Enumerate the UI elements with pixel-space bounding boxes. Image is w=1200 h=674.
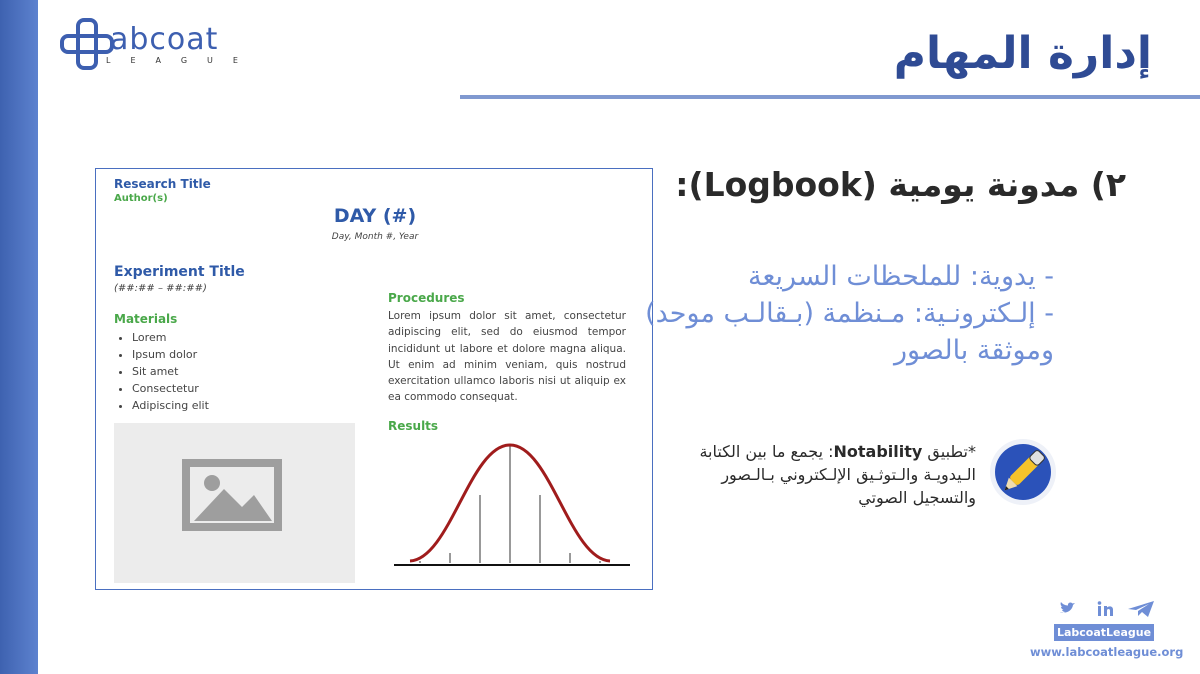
list-item: - إلـكترونـية: مـنظمة (بـقالـب موحد) وموثقة بالصور: [645, 298, 1054, 366]
notability-pen-icon: [989, 438, 1057, 506]
image-placeholder-icon: [114, 423, 355, 583]
social-links: [1058, 600, 1158, 618]
telegram-icon[interactable]: [1128, 601, 1154, 617]
website-link[interactable]: www.labcoatleague.org: [1030, 645, 1184, 659]
bell-curve-graphic: [390, 437, 634, 577]
notability-name: Notability: [833, 442, 923, 461]
list-item: • Ipsum dolor: [132, 346, 209, 363]
title-divider: [460, 95, 1200, 99]
list-item: • Adipiscing elit: [132, 397, 209, 414]
logbook-types-list: [634, 258, 1054, 369]
list-item: • Sit amet: [132, 363, 209, 380]
procedures-text: Lorem ipsum dolor sit amet, consectetur adipiscing elit, sed do eiusmod tempor incididunt ut labore et dolore magna aliqua. Ut enim ad minim veniam, quis nostrud exercitation ullamco laboris nisi ut aliquip ex ea commodo consequat.: [388, 310, 626, 404]
procedures-heading: Procedures: [388, 291, 465, 305]
image-placeholder: [114, 423, 355, 583]
logo-wordmark: abcoat: [110, 22, 219, 57]
logo-subtitle: LEAGUE: [106, 56, 258, 65]
list-item: • Lorem: [132, 329, 209, 346]
logbook-template-card: [95, 168, 653, 590]
logbook-heading: ٢) مدونة يومية (Logbook):: [675, 165, 1126, 204]
notability-prefix: *تطبيق: [922, 442, 976, 461]
authors-label: Author(s): [114, 193, 168, 204]
linkedin-icon[interactable]: [1098, 601, 1113, 616]
left-accent-bar: [0, 0, 38, 674]
materials-list: [114, 329, 209, 414]
twitter-icon[interactable]: [1060, 602, 1075, 613]
date-label: Day, Month #, Year: [331, 232, 419, 242]
list-item: • Consectetur: [132, 380, 209, 397]
materials-heading: Materials: [114, 312, 178, 326]
notability-rest: : يجمع ما بين الكتابة الـيدويـة والـتوثـيق الإلـكتروني بـالـصور والتسجيل الصوتي: [699, 442, 976, 507]
brand-badge: LabcoatLeague: [1054, 624, 1154, 641]
list-item: - يدوية: للملحظات السريعة: [748, 261, 1054, 292]
notability-description: [676, 440, 976, 509]
page-title: إدارة المهام: [893, 28, 1152, 79]
day-heading: DAY (#): [333, 205, 417, 227]
labcoat-league-logo: [58, 16, 268, 76]
results-heading: Results: [388, 419, 439, 433]
research-title: Research Title: [114, 177, 211, 191]
experiment-title: Experiment Title: [114, 264, 245, 280]
notability-app-icon: [989, 438, 1057, 506]
experiment-time: (##:## – ##:##): [114, 283, 207, 294]
